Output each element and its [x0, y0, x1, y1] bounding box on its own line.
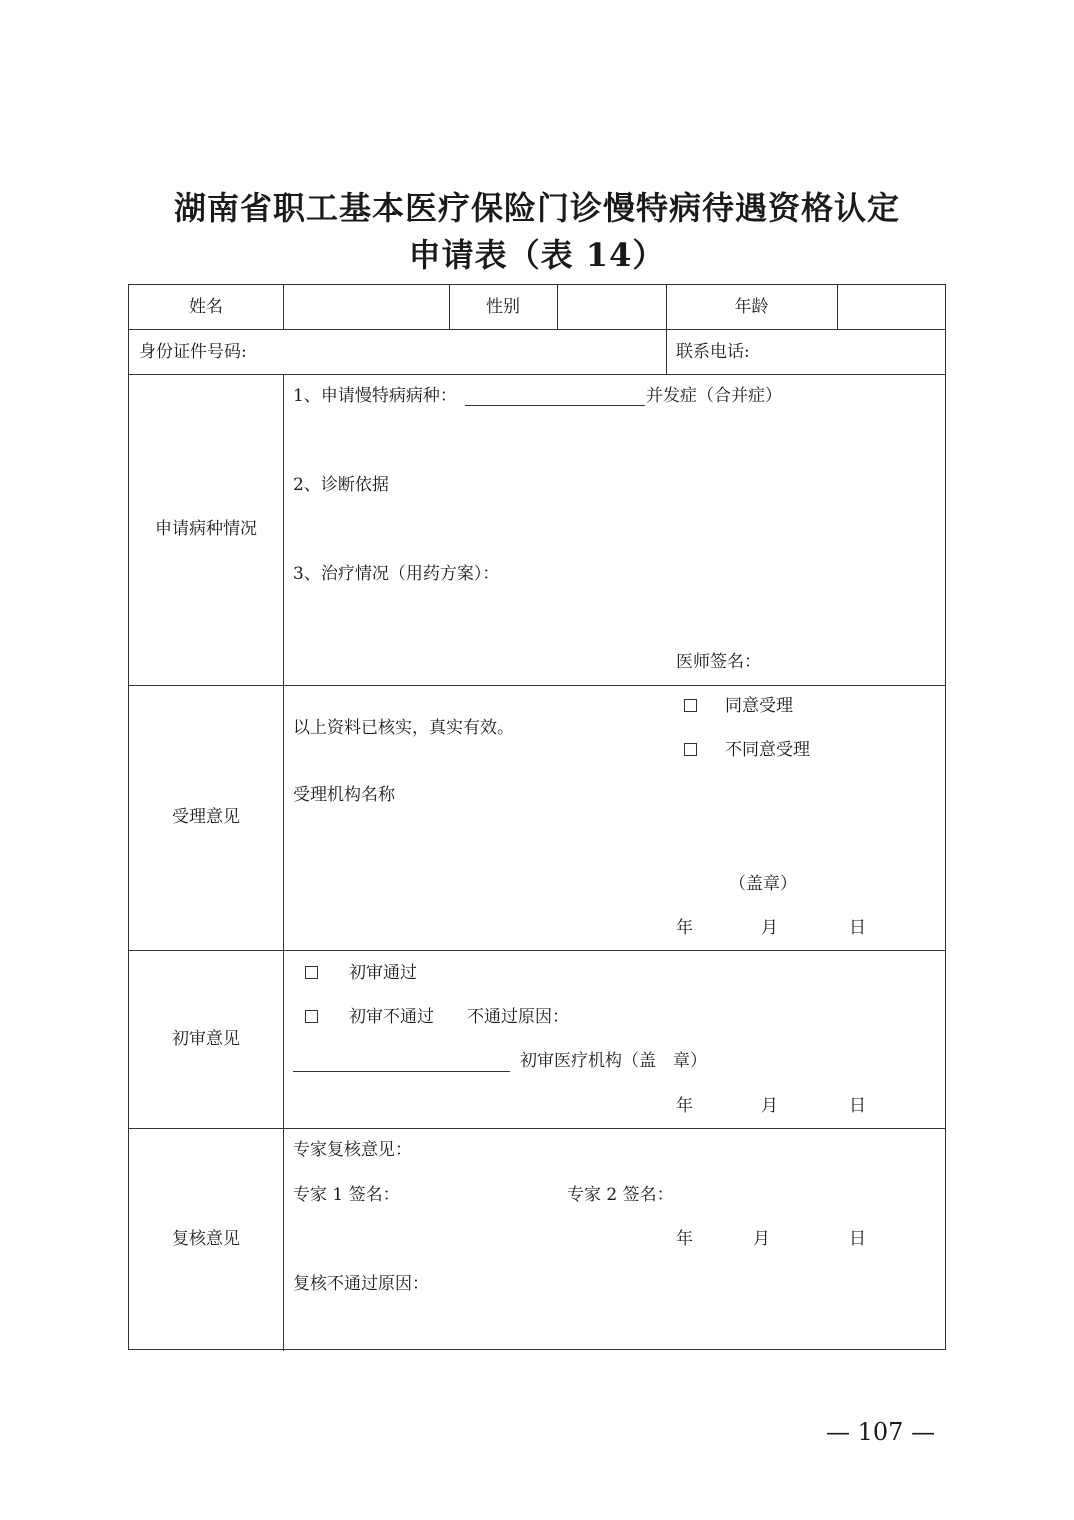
expert-opinion-label: 专家复核意见：	[293, 1140, 412, 1160]
gender-value-cell[interactable]	[558, 286, 665, 328]
disagree-checkbox[interactable]	[684, 743, 697, 756]
expert2-signature-label: 专家 2 签名：	[567, 1185, 674, 1205]
fail-reason-label: 不通过原因：	[467, 1007, 569, 1027]
initial-fail-checkbox[interactable]	[305, 1010, 318, 1023]
review-year-label: 年	[676, 1229, 693, 1249]
col-divider	[283, 374, 284, 1351]
disagree-label: 不同意受理	[725, 740, 810, 760]
acceptance-org-label: 受理机构名称	[293, 785, 395, 805]
initial-fail-label: 初审不通过	[349, 1007, 434, 1027]
initial-review-section-label: 初审意见	[172, 1029, 240, 1049]
complication-label: 并发症（合并症）	[646, 386, 782, 406]
disease-type-label: 1、申请慢特病病种：	[293, 386, 457, 406]
agree-label: 同意受理	[725, 696, 793, 716]
row-divider	[129, 950, 945, 951]
initial-pass-checkbox[interactable]	[305, 966, 318, 979]
fail-reason-underline[interactable]	[293, 1071, 510, 1072]
review-month-label: 月	[753, 1229, 770, 1249]
age-label: 年龄	[734, 297, 769, 317]
application-form	[128, 284, 946, 1350]
name-value-cell[interactable]	[284, 286, 448, 328]
page-number: — 107 —	[826, 1418, 936, 1446]
diagnosis-basis-label: 2、诊断依据	[293, 475, 389, 495]
review-section-label: 复核意见	[172, 1229, 240, 1249]
disease-section-label: 申请病种情况	[155, 519, 257, 539]
treatment-label: 3、治疗情况（用药方案）：	[293, 564, 500, 584]
name-label: 姓名	[189, 297, 223, 317]
agree-checkbox[interactable]	[684, 699, 697, 712]
gender-label: 性别	[486, 297, 520, 317]
row-divider	[129, 374, 945, 375]
initial-month-label: 月	[761, 1096, 778, 1116]
expert1-signature-label: 专家 1 签名：	[293, 1185, 400, 1205]
phone-label: 联系电话:	[676, 342, 750, 362]
doctor-signature-label: 医师签名：	[676, 652, 761, 672]
review-day-label: 日	[849, 1229, 866, 1249]
disease-type-underline[interactable]	[465, 405, 645, 406]
form-title-line1: 湖南省职工基本医疗保险门诊慢特病待遇资格认定	[173, 189, 900, 227]
form-title-line2: 申请表（表 14）	[408, 236, 666, 274]
acceptance-month-label: 月	[761, 918, 778, 938]
acceptance-day-label: 日	[849, 918, 866, 938]
row-divider	[129, 685, 945, 686]
verified-statement: 以上资料已核实，真实有效。	[293, 718, 514, 738]
initial-pass-label: 初审通过	[349, 963, 417, 983]
acceptance-section-label: 受理意见	[172, 807, 240, 827]
seal-label: （盖章）	[729, 874, 797, 894]
age-value-cell[interactable]	[838, 286, 945, 328]
initial-org-seal-label: 初审医疗机构（盖 章）	[520, 1051, 707, 1071]
id-number-label: 身份证件号码:	[139, 342, 247, 362]
row-divider	[129, 329, 945, 330]
row-divider	[129, 1128, 945, 1129]
initial-year-label: 年	[676, 1096, 693, 1116]
acceptance-year-label: 年	[676, 918, 693, 938]
review-fail-reason-label: 复核不通过原因：	[293, 1274, 429, 1294]
initial-day-label: 日	[849, 1096, 866, 1116]
